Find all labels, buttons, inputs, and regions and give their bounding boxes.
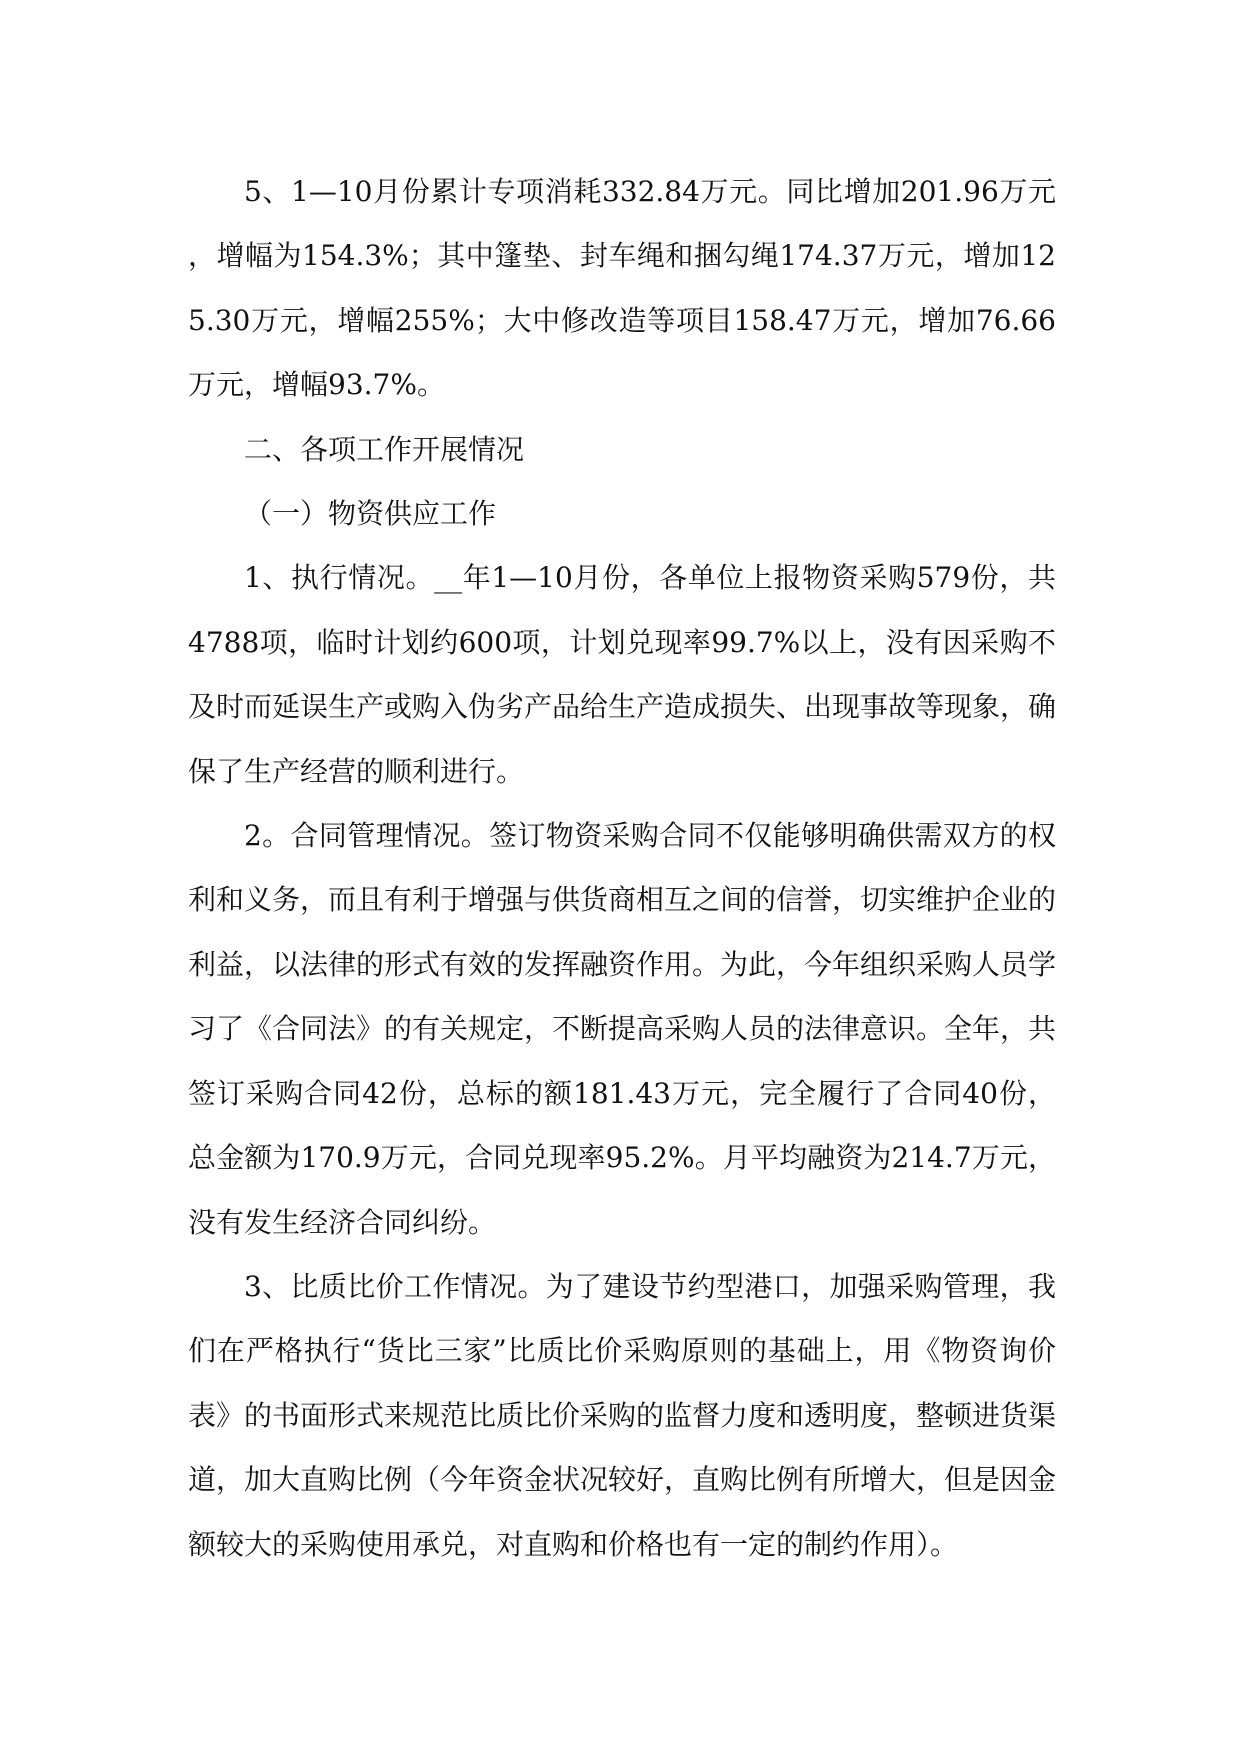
section-heading-work-progress: 二、各项工作开展情况 <box>244 432 525 466</box>
subsection-heading-material-supply: （一）物资供应工作 <box>244 497 497 531</box>
paragraph-execution-status: 1、执行情况。__年1—10月份，各单位上报物资采购579份，共4788项，临时计划约600项，计划兑现率99.7%以上，没有因采购不及时而延误生产或购入伪劣产品给生产造成损失、出现事故等现象，确保了生产经营的顺利进行。 <box>188 561 1057 788</box>
paragraph-price-comparison: 3、比质比价工作情况。为了建设节约型港口，加强采购管理，我们在严格执行“货比三家”比质比价采购原则的基础上，用《物资询价表》的书面形式来规范比质比价采购的监督力度和透明度，整顿进货渠道，加大直购比例（今年资金状况较好，直购比例有所增大，但是因金额较大的采购使用承兑，对直购和价格也有一定的制约作用）。 <box>188 1269 1057 1561</box>
paragraph-consumption-summary: 5、1—10月份累计专项消耗332.84万元。同比增加201.96万元，增幅为154.3%；其中篷垫、封车绳和捆勾绳174.37万元，增加125.30万元，增幅255%；大中修改造等项目158.47万元，增加76.66万元，增幅93.7%。 <box>188 175 1056 402</box>
paragraph-contract-management: 2。合同管理情况。签订物资采购合同不仅能够明确供需双方的权利和义务，而且有利于增强与供货商相互之间的信誉，切实维护企业的利益，以法律的形式有效的发挥融资作用。为此，今年组织采购人员学习了《合同法》的有关规定，不断提高采购人员的法律意识。全年，共签订采购合同42份，总标的额181.43万元，完全履行了合同40份，总金额为170.9万元，合同兑现率95.2%。月平均融资为214.7万元，没有发生经济合同纠纷。 <box>188 819 1057 1239</box>
document-body <box>188 160 1056 1577</box>
